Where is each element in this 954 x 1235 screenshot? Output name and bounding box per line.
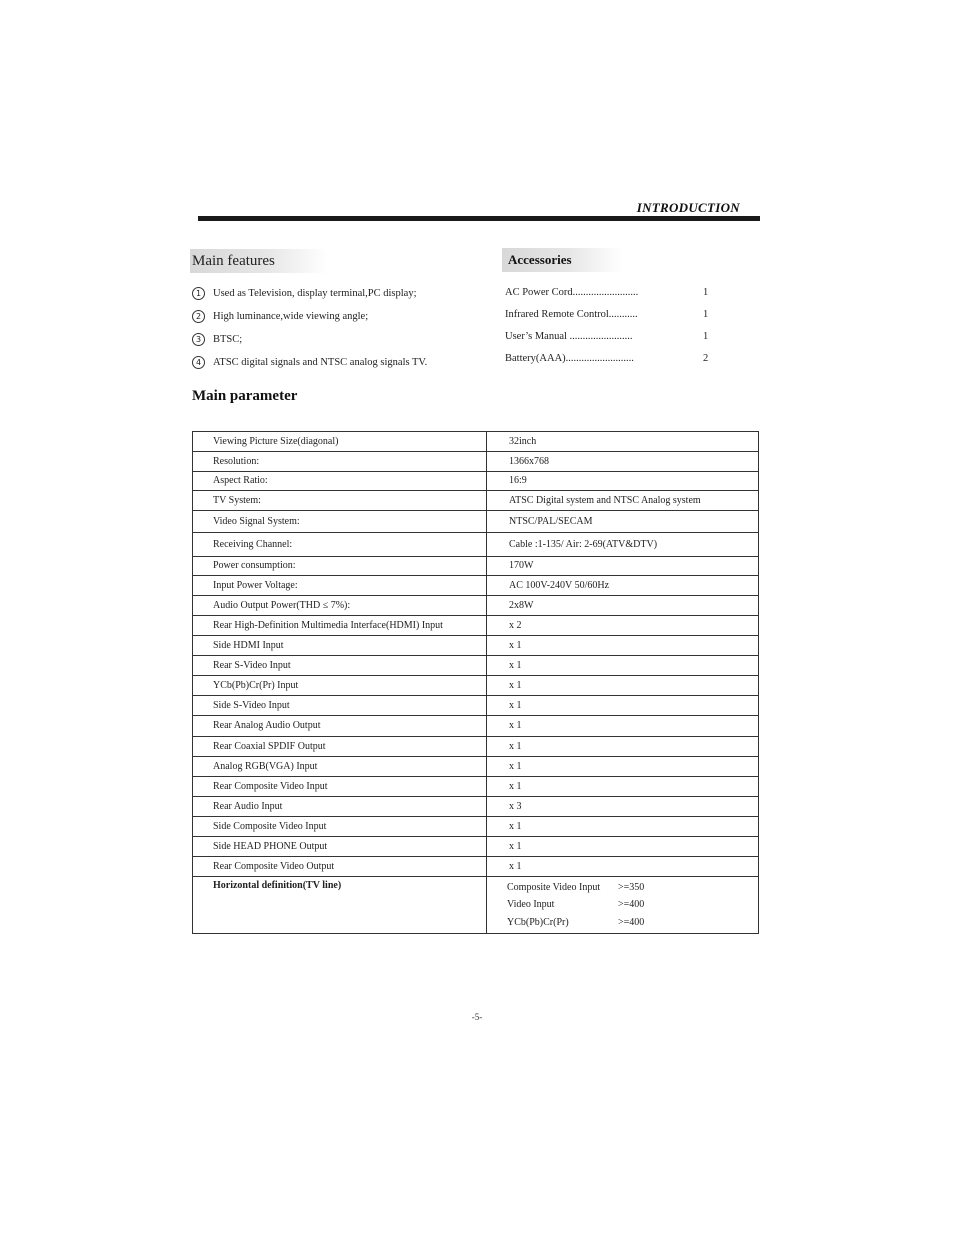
parameter-label: YCb(Pb)Cr(Pr) Input — [193, 676, 487, 696]
accessory-name: Infrared Remote Control........... — [505, 309, 638, 320]
feature-number: 3 — [192, 333, 205, 346]
feature-text: ATSC digital signals and NTSC analog signals TV. — [213, 357, 428, 368]
parameter-value: x 1 — [487, 676, 759, 696]
table-row — [193, 491, 759, 511]
header-rule — [198, 216, 760, 221]
parameter-value: 170W — [487, 557, 759, 576]
parameter-label: Side S-Video Input — [193, 696, 487, 716]
feature-text: High luminance,wide viewing angle; — [213, 311, 369, 322]
parameter-value: 32inch — [487, 432, 759, 452]
accessory-name: AC Power Cord......................... — [505, 287, 639, 298]
feature-number: 1 — [192, 287, 205, 300]
parameter-value: x 1 — [487, 817, 759, 837]
accessory-quantity: 1 — [703, 309, 709, 320]
parameter-label: Rear S-Video Input — [193, 656, 487, 676]
table-row-horizontal-definition — [193, 877, 759, 934]
parameter-label: Analog RGB(VGA) Input — [193, 757, 487, 777]
table-row — [193, 757, 759, 777]
parameter-value: x 1 — [487, 757, 759, 777]
page-number: -5- — [471, 1012, 483, 1022]
parameter-table — [192, 431, 759, 934]
parameter-label: Audio Output Power(THD ≤ 7%): — [193, 596, 487, 616]
parameter-value: x 1 — [487, 696, 759, 716]
section-title: INTRODUCTION — [636, 200, 740, 215]
parameter-label: Side HDMI Input — [193, 636, 487, 656]
horizontal-definition-label: Horizontal definition(TV line) — [193, 877, 487, 934]
feature-item — [192, 351, 482, 374]
parameter-label: Rear Analog Audio Output — [193, 716, 487, 737]
feature-item — [192, 282, 482, 305]
parameter-value: x 2 — [487, 616, 759, 636]
table-row — [193, 797, 759, 817]
parameter-value: 16:9 — [487, 472, 759, 491]
accessories-list — [505, 287, 735, 375]
main-features-heading: Main features — [190, 249, 328, 273]
feature-text: BTSC; — [213, 334, 243, 345]
parameter-label: Viewing Picture Size(diagonal) — [193, 432, 487, 452]
feature-text: Used as Television, display terminal,PC display; — [213, 288, 417, 299]
parameter-value: x 3 — [487, 797, 759, 817]
table-row — [193, 676, 759, 696]
parameter-label: Video Signal System: — [193, 511, 487, 533]
tv-line-value: >=400 — [618, 916, 645, 928]
parameter-value: NTSC/PAL/SECAM — [487, 511, 759, 533]
table-row — [193, 656, 759, 676]
tv-line-value: >=350 — [618, 881, 645, 893]
feature-number: 4 — [192, 356, 205, 369]
accessory-item — [505, 309, 735, 331]
table-row — [193, 696, 759, 716]
parameter-value: 1366x768 — [487, 452, 759, 472]
parameter-value: x 1 — [487, 837, 759, 857]
table-row — [193, 557, 759, 576]
feature-item — [192, 328, 482, 351]
table-row — [193, 452, 759, 472]
table-row — [193, 576, 759, 596]
accessory-name: Battery(AAA).......................... — [505, 353, 634, 364]
parameter-label: Resolution: — [193, 452, 487, 472]
parameter-label: Rear Composite Video Output — [193, 857, 487, 877]
parameter-label: TV System: — [193, 491, 487, 511]
parameter-label: Power consumption: — [193, 557, 487, 576]
accessories-heading: Accessories — [502, 248, 622, 272]
parameter-label: Rear Audio Input — [193, 797, 487, 817]
parameter-label: Side Composite Video Input — [193, 817, 487, 837]
parameter-label: Aspect Ratio: — [193, 472, 487, 491]
accessory-quantity: 1 — [703, 331, 709, 342]
accessory-quantity: 2 — [703, 353, 709, 364]
parameter-value: Cable :1-135/ Air: 2-69(ATV&DTV) — [487, 533, 759, 557]
parameter-value: x 1 — [487, 656, 759, 676]
table-row — [193, 837, 759, 857]
table-row — [193, 777, 759, 797]
table-row — [193, 636, 759, 656]
input-type: Composite Video Input — [507, 881, 601, 893]
tv-line-value: >=400 — [618, 899, 645, 910]
parameter-value: x 1 — [487, 857, 759, 877]
parameter-label: Rear Composite Video Input — [193, 777, 487, 797]
parameter-label: Rear Coaxial SPDIF Output — [193, 737, 487, 757]
main-parameter-heading: Main parameter — [192, 388, 298, 404]
parameter-value: ATSC Digital system and NTSC Analog system — [487, 491, 759, 511]
input-type: YCb(Pb)Cr(Pr) — [507, 916, 569, 928]
accessory-name: User’s Manual ........................ — [505, 331, 633, 342]
parameter-label: Receiving Channel: — [193, 533, 487, 557]
table-row — [193, 511, 759, 533]
table-row — [193, 737, 759, 757]
parameter-value: x 1 — [487, 716, 759, 737]
table-row — [193, 616, 759, 636]
parameter-value: x 1 — [487, 777, 759, 797]
table-row — [193, 472, 759, 491]
horizontal-definition-line — [507, 879, 758, 897]
parameter-value: AC 100V-240V 50/60Hz — [487, 576, 759, 596]
accessory-quantity: 1 — [703, 287, 709, 298]
horizontal-definition-line — [507, 896, 758, 914]
features-list — [192, 282, 482, 374]
accessory-item — [505, 353, 735, 375]
horizontal-definition-line — [507, 914, 758, 932]
table-row — [193, 533, 759, 557]
parameter-label: Input Power Voltage: — [193, 576, 487, 596]
parameter-value: 2x8W — [487, 596, 759, 616]
table-row — [193, 596, 759, 616]
accessory-item — [505, 287, 735, 309]
parameter-value: x 1 — [487, 737, 759, 757]
horizontal-definition-values — [487, 877, 759, 934]
accessory-item — [505, 331, 735, 353]
input-type: Video Input — [507, 899, 555, 910]
table-row — [193, 432, 759, 452]
table-row — [193, 716, 759, 737]
feature-item — [192, 305, 482, 328]
table-row — [193, 857, 759, 877]
parameter-label: Rear High-Definition Multimedia Interface(HDMI) Input — [193, 616, 487, 636]
parameter-value: x 1 — [487, 636, 759, 656]
parameter-label: Side HEAD PHONE Output — [193, 837, 487, 857]
feature-number: 2 — [192, 310, 205, 323]
table-row — [193, 817, 759, 837]
